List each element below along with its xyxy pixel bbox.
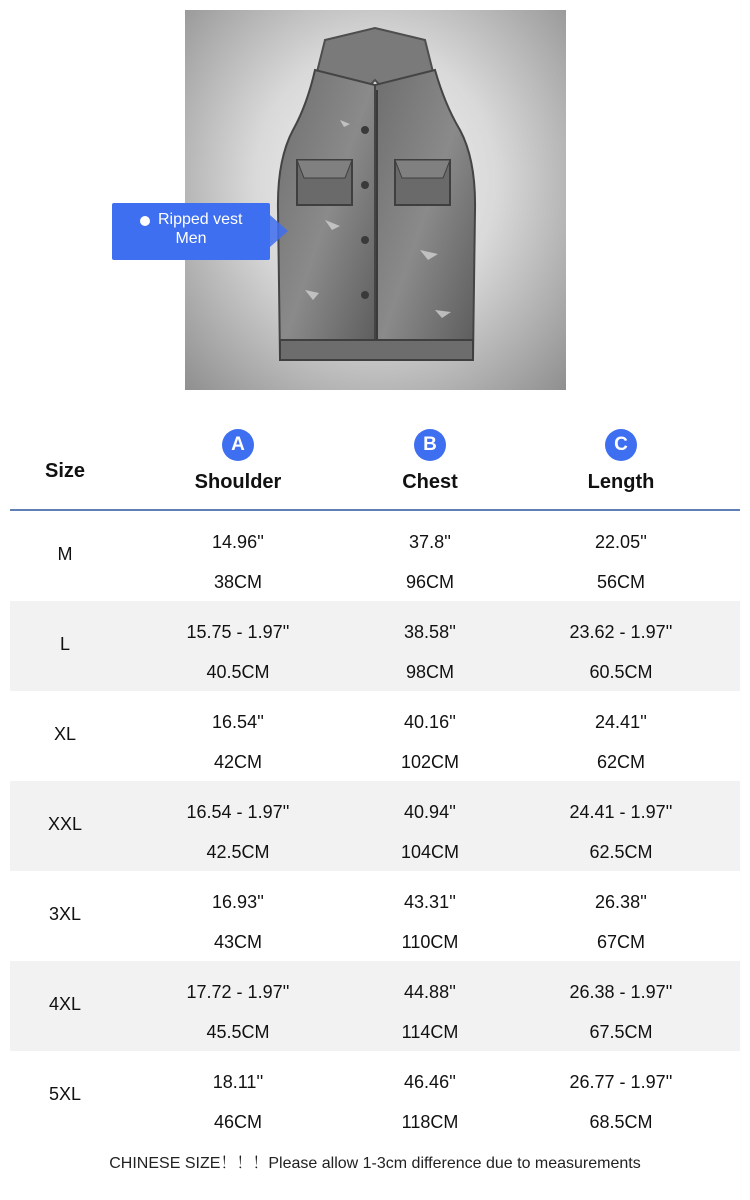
- length-column-header: [526, 429, 716, 494]
- chest-cm-cell: 98CM: [405, 662, 454, 682]
- product-photo: [185, 10, 566, 390]
- chest-inch-cell: 40.94'': [404, 802, 456, 822]
- length-inch-cell: 23.62 - 1.97'': [569, 622, 673, 642]
- table-row: [10, 781, 740, 871]
- size-cell: 5XL: [48, 1084, 82, 1104]
- size-column-header: Size: [44, 460, 86, 482]
- chest-cm-cell: 104CM: [400, 842, 460, 862]
- size-cell: 4XL: [48, 994, 82, 1014]
- table-row: [10, 691, 740, 781]
- size-cell: 3XL: [48, 904, 82, 924]
- shoulder-label: Shoulder: [194, 471, 282, 493]
- shoulder-inch-cell: 18.11'': [212, 1072, 264, 1092]
- shoulder-inch-cell: 15.75 - 1.97'': [186, 622, 290, 642]
- shoulder-inch-cell: 17.72 - 1.97'': [186, 982, 290, 1002]
- chest-cm-cell: 114CM: [401, 1022, 459, 1042]
- denim-vest-image: [185, 10, 566, 390]
- chest-column-header: [335, 429, 525, 494]
- length-cm-cell: 62CM: [596, 752, 645, 772]
- chest-inch-cell: 37.8'': [409, 532, 451, 552]
- length-inch-cell: 26.38 - 1.97'': [569, 982, 673, 1002]
- length-inch-cell: 22.05'': [595, 532, 647, 552]
- length-label: Length: [587, 471, 655, 493]
- size-table-header: [10, 420, 740, 510]
- shoulder-cm-cell: 42.5CM: [206, 842, 270, 862]
- callout-title: Ripped vest: [158, 211, 243, 228]
- table-row: [10, 601, 740, 691]
- length-cm-cell: 62.5CM: [589, 842, 653, 862]
- size-cell: XXL: [47, 814, 83, 834]
- size-cell: M: [57, 544, 73, 564]
- length-inch-cell: 24.41 - 1.97'': [569, 802, 673, 822]
- length-cm-cell: 67CM: [596, 932, 645, 952]
- chest-inch-cell: 43.31'': [404, 892, 456, 912]
- table-row: [10, 511, 740, 601]
- shoulder-cm-cell: 43CM: [213, 932, 262, 952]
- table-row: [10, 871, 740, 961]
- chest-inch-cell: 38.58'': [404, 622, 456, 642]
- badge-b: B: [414, 429, 446, 461]
- chest-cm-cell: 110CM: [401, 932, 459, 952]
- shoulder-cm-cell: 45.5CM: [206, 1022, 270, 1042]
- chest-cm-cell: 96CM: [405, 572, 454, 592]
- size-cell: L: [59, 634, 70, 654]
- shoulder-inch-cell: 16.54 - 1.97'': [186, 802, 290, 822]
- shoulder-column-header: [143, 429, 333, 494]
- chest-label: Chest: [402, 471, 458, 493]
- shoulder-cm-cell: 46CM: [213, 1112, 262, 1132]
- shoulder-inch-cell: 16.54'': [212, 712, 264, 732]
- table-row: [10, 961, 740, 1051]
- chest-inch-cell: 44.88'': [404, 982, 456, 1002]
- length-cm-cell: 60.5CM: [589, 662, 653, 682]
- shoulder-cm-cell: 42CM: [213, 752, 262, 772]
- size-table-body: [10, 511, 740, 1141]
- chest-cm-cell: 118CM: [401, 1112, 459, 1132]
- length-inch-cell: 24.41'': [595, 712, 647, 732]
- size-disclaimer: CHINESE SIZE！！！Please allow 1-3cm difference due to measurements: [109, 1155, 641, 1172]
- bullet-icon: [140, 216, 150, 226]
- size-cell: XL: [53, 724, 77, 744]
- length-cm-cell: 68.5CM: [589, 1112, 653, 1132]
- badge-a: A: [222, 429, 254, 461]
- length-cm-cell: 56CM: [596, 572, 645, 592]
- chest-cm-cell: 102CM: [400, 752, 460, 772]
- shoulder-inch-cell: 14.96'': [212, 532, 264, 552]
- chest-inch-cell: 40.16'': [404, 712, 456, 732]
- badge-c: C: [605, 429, 637, 461]
- product-callout: [112, 203, 270, 260]
- shoulder-inch-cell: 16.93'': [212, 892, 264, 912]
- shoulder-cm-cell: 40.5CM: [206, 662, 270, 682]
- chest-inch-cell: 46.46'': [404, 1072, 456, 1092]
- length-cm-cell: 67.5CM: [589, 1022, 653, 1042]
- table-row: [10, 1051, 740, 1141]
- callout-subtitle: Men: [175, 230, 207, 247]
- length-inch-cell: 26.77 - 1.97'': [569, 1072, 673, 1092]
- shoulder-cm-cell: 38CM: [213, 572, 262, 592]
- length-inch-cell: 26.38'': [595, 892, 647, 912]
